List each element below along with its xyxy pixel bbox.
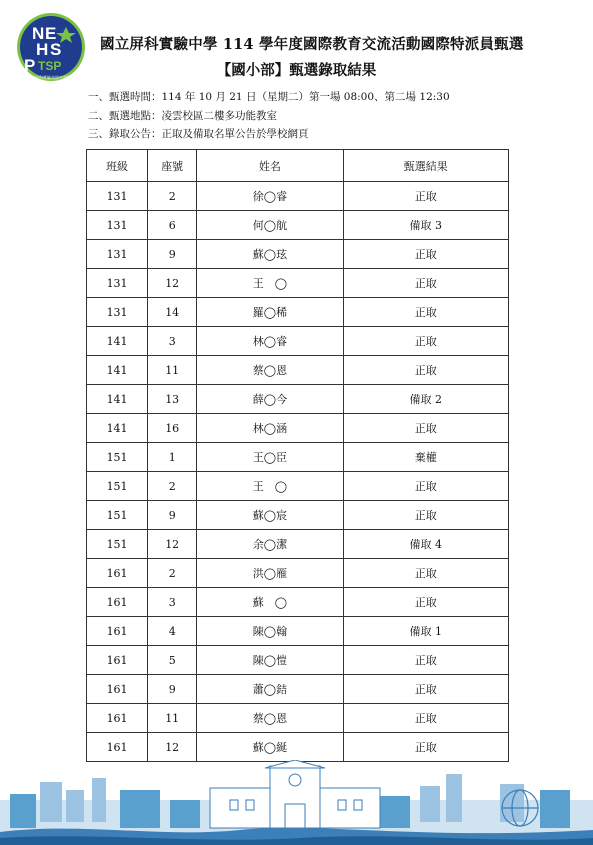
cell-seat-number: 2 <box>148 559 197 588</box>
cell-result: 備取 1 <box>343 617 508 646</box>
header-class: 班級 <box>87 150 148 182</box>
cell-name: 蘇◯綖 <box>197 733 343 762</box>
cell-result: 正取 <box>343 501 508 530</box>
cell-seat-number: 6 <box>148 211 197 240</box>
cell-seat-number: 3 <box>148 588 197 617</box>
cell-seat-number: 11 <box>148 356 197 385</box>
table-row <box>87 298 509 327</box>
table-row <box>87 646 509 675</box>
cell-class: 131 <box>87 240 148 269</box>
results-table <box>86 149 509 762</box>
cell-name: 林◯睿 <box>197 327 343 356</box>
cell-result: 正取 <box>343 704 508 733</box>
table-row <box>87 240 509 269</box>
cell-result: 正取 <box>343 559 508 588</box>
cell-seat-number: 12 <box>148 269 197 298</box>
cell-result: 正取 <box>343 240 508 269</box>
cell-class: 141 <box>87 385 148 414</box>
cell-result: 正取 <box>343 356 508 385</box>
table-row <box>87 617 509 646</box>
cell-name: 蔡◯恩 <box>197 704 343 733</box>
cell-result: 正取 <box>343 646 508 675</box>
cell-class: 161 <box>87 733 148 762</box>
document-subtitle: 【國小部】甄選錄取結果 <box>216 62 377 79</box>
cell-class: 151 <box>87 472 148 501</box>
table-header-row <box>87 150 509 182</box>
cell-class: 131 <box>87 182 148 211</box>
logo-letter-h: H <box>36 40 49 59</box>
cell-seat-number: 13 <box>148 385 197 414</box>
cell-result: 棄權 <box>343 443 508 472</box>
cell-class: 131 <box>87 211 148 240</box>
table-row <box>87 733 509 762</box>
cell-result: 正取 <box>343 588 508 617</box>
cell-name: 徐◯睿 <box>197 182 343 211</box>
cell-seat-number: 16 <box>148 414 197 443</box>
cell-class: 131 <box>87 298 148 327</box>
cell-class: 131 <box>87 269 148 298</box>
table-row <box>87 269 509 298</box>
cell-result: 備取 3 <box>343 211 508 240</box>
cell-name: 蘇 ◯ <box>197 588 343 617</box>
header-seat-number: 座號 <box>148 150 197 182</box>
logo-letter-s: S <box>50 40 62 59</box>
info-line-announcement: 三、錄取公告：正取及備取名單公告於學校網頁 <box>88 128 309 140</box>
table-row <box>87 501 509 530</box>
cell-class: 151 <box>87 501 148 530</box>
cell-class: 151 <box>87 443 148 472</box>
cell-class: 141 <box>87 327 148 356</box>
cell-seat-number: 9 <box>148 675 197 704</box>
document-title: 國立屏科實驗中學 114 學年度國際教育交流活動國際特派員甄選 <box>100 36 524 53</box>
table-row <box>87 530 509 559</box>
cell-seat-number: 12 <box>148 733 197 762</box>
cell-class: 151 <box>87 530 148 559</box>
logo-letter-e: E <box>45 24 57 43</box>
cell-name: 王 ◯ <box>197 472 343 501</box>
cell-seat-number: 9 <box>148 240 197 269</box>
table-row <box>87 588 509 617</box>
table-row <box>87 443 509 472</box>
table-row <box>87 414 509 443</box>
cell-result: 備取 2 <box>343 385 508 414</box>
cell-result: 正取 <box>343 733 508 762</box>
cell-name: 蘇◯玹 <box>197 240 343 269</box>
table-row <box>87 356 509 385</box>
header-result: 甄選結果 <box>343 150 508 182</box>
table-row <box>87 385 509 414</box>
logo-letter-p: P <box>24 56 36 75</box>
table-row <box>87 675 509 704</box>
cell-name: 洪◯雁 <box>197 559 343 588</box>
campus-skyline-footer <box>0 760 593 845</box>
cell-seat-number: 2 <box>148 182 197 211</box>
cell-seat-number: 11 <box>148 704 197 733</box>
cell-name: 薛◯今 <box>197 385 343 414</box>
cell-seat-number: 5 <box>148 646 197 675</box>
cell-name: 何◯航 <box>197 211 343 240</box>
header-name: 姓名 <box>197 150 343 182</box>
cell-seat-number: 3 <box>148 327 197 356</box>
cell-class: 141 <box>87 414 148 443</box>
info-line-time: 一、甄選時間：114 年 10 月 21 日（星期二）第一場 08:00、第二場 12:30 <box>88 91 450 103</box>
cell-name: 蔡◯恩 <box>197 356 343 385</box>
table-row <box>87 472 509 501</box>
cell-name: 陳◯翰 <box>197 617 343 646</box>
cell-class: 161 <box>87 617 148 646</box>
cell-class: 141 <box>87 356 148 385</box>
cell-seat-number: 1 <box>148 443 197 472</box>
cell-seat-number: 4 <box>148 617 197 646</box>
cell-name: 余◯潔 <box>197 530 343 559</box>
cell-name: 王 ◯ <box>197 269 343 298</box>
cell-class: 161 <box>87 704 148 733</box>
svg-text:TSP: TSP <box>38 59 62 73</box>
cell-class: 161 <box>87 646 148 675</box>
cell-seat-number: 2 <box>148 472 197 501</box>
info-line-location: 二、甄選地點：凌雲校區二樓多功能教室 <box>88 110 277 122</box>
cell-name: 蕭◯銡 <box>197 675 343 704</box>
cell-result: 正取 <box>343 675 508 704</box>
cell-name: 王◯臣 <box>197 443 343 472</box>
table-row <box>87 704 509 733</box>
table-row <box>87 182 509 211</box>
cell-name: 陳◯愷 <box>197 646 343 675</box>
cell-class: 161 <box>87 675 148 704</box>
table-row <box>87 327 509 356</box>
cell-result: 正取 <box>343 327 508 356</box>
cell-result: 正取 <box>343 414 508 443</box>
table-row <box>87 211 509 240</box>
cell-name: 林◯涵 <box>197 414 343 443</box>
cell-seat-number: 14 <box>148 298 197 327</box>
cell-seat-number: 9 <box>148 501 197 530</box>
cell-seat-number: 12 <box>148 530 197 559</box>
cell-class: 161 <box>87 559 148 588</box>
cell-result: 正取 <box>343 269 508 298</box>
cell-class: 161 <box>87 588 148 617</box>
svg-text:國立屏科實驗高級中等學校: 國立屏科實驗高級中等學校 <box>27 75 75 80</box>
cell-result: 正取 <box>343 182 508 211</box>
cell-name: 羅◯稀 <box>197 298 343 327</box>
cell-name: 蘇◯宸 <box>197 501 343 530</box>
logo-letter-n: N <box>32 24 45 43</box>
cell-result: 正取 <box>343 298 508 327</box>
table-row <box>87 559 509 588</box>
cell-result: 正取 <box>343 472 508 501</box>
cell-result: 備取 4 <box>343 530 508 559</box>
